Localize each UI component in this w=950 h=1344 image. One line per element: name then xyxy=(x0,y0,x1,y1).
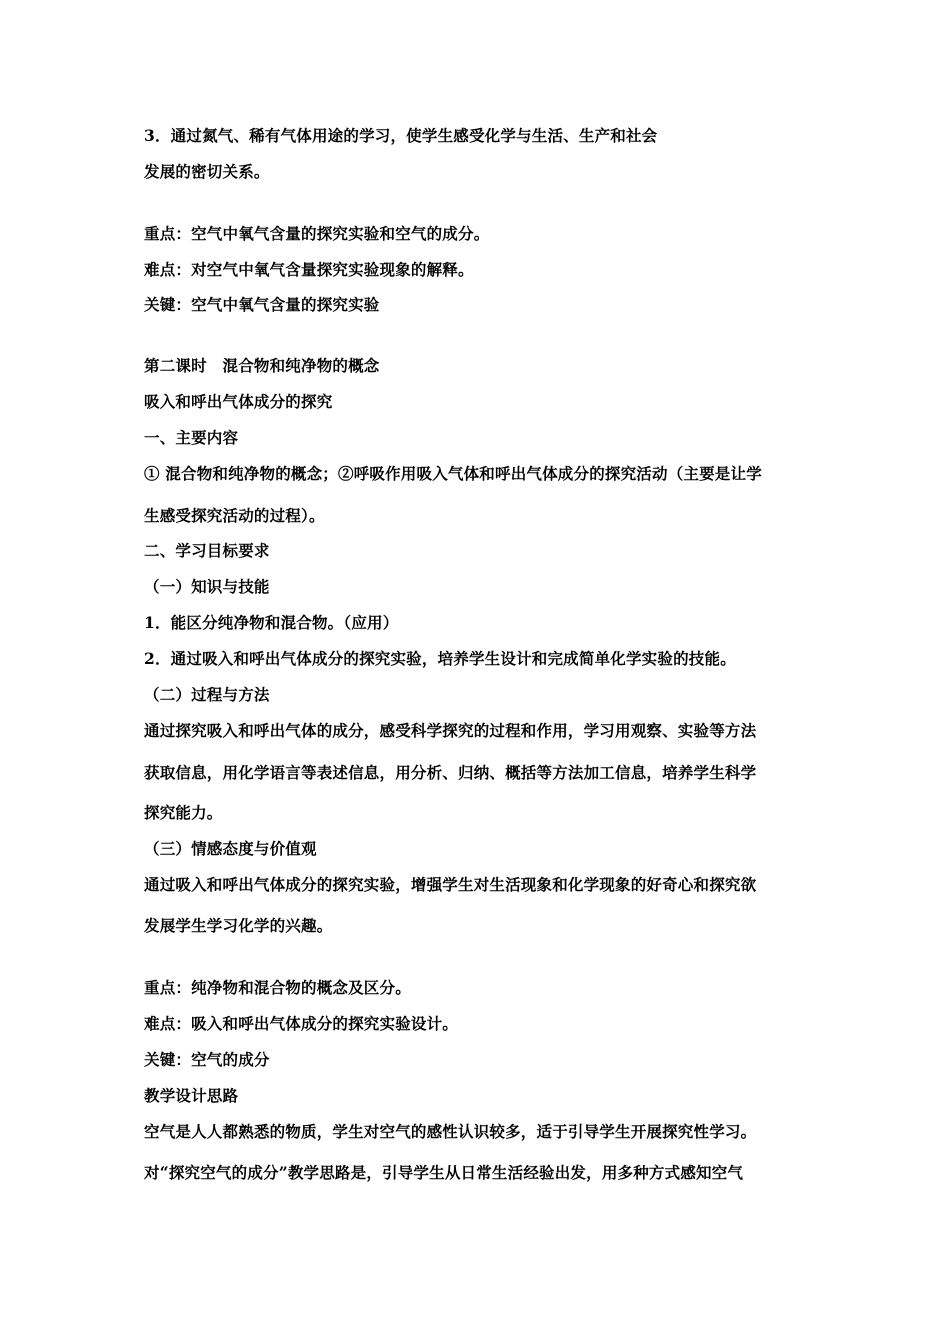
key-line-2: 关键：空气的成分 xyxy=(144,1050,270,1069)
subheading-knowledge: （一）知识与技能 xyxy=(144,577,270,596)
text-line-objective-1: 1．能区分纯净物和混合物。（应用） xyxy=(144,613,399,632)
section-heading-main-content: 一、主要内容 xyxy=(144,428,239,447)
subheading-process: （二）过程与方法 xyxy=(144,685,270,704)
text-line-objective-2: 2．通过吸入和呼出气体成分的探究实验，培养学生设计和完成简单化学实验的技能。 xyxy=(144,649,736,668)
text-line-process-3: 探究能力。 xyxy=(144,803,223,822)
key-point-line: 重点：空气中氧气含量的探究实验和空气的成分。 xyxy=(144,224,490,243)
section-heading-objectives: 二、学习目标要求 xyxy=(144,541,270,560)
difficulty-line-2: 难点：吸入和呼出气体成分的探究实验设计。 xyxy=(144,1014,459,1033)
text-line-2: 发展的密切关系。 xyxy=(144,162,270,181)
text-line-attitude-2: 发展学生学习化学的兴趣。 xyxy=(144,916,333,935)
text-line-attitude-1: 通过吸入和呼出气体成分的探究实验，增强学生对生活现象和化学现象的好奇心和探究欲 xyxy=(144,875,757,894)
text-line-design-1: 空气是人人都熟悉的物质，学生对空气的感性认识较多，适于引导学生开展探究性学习。 xyxy=(144,1122,757,1141)
text-line-main-content-2: 生感受探究活动的过程）。 xyxy=(144,506,325,525)
difficulty-line: 难点：对空气中氧气含量探究实验现象的解释。 xyxy=(144,260,474,279)
lesson-subtitle: 吸入和呼出气体成分的探究 xyxy=(144,392,333,411)
subheading-attitude: （三）情感态度与价值观 xyxy=(144,839,317,858)
text-line-process-2: 获取信息，用化学语言等表述信息，用分析、归纳、概括等方法加工信息，培养学生科学 xyxy=(144,763,757,782)
key-point-line-2: 重点：纯净物和混合物的概念及区分。 xyxy=(144,978,411,997)
text-line-1: 3．通过氮气、稀有气体用途的学习，使学生感受化学与生活、生产和社会 xyxy=(144,126,658,145)
lesson-title: 第二课时 混合物和纯净物的概念 xyxy=(144,356,380,375)
text-line-design-2: 对“探究空气的成分”教学思路是，引导学生从日常生活经验出发，用多种方式感知空气 xyxy=(144,1163,744,1182)
key-line: 关键：空气中氧气含量的探究实验 xyxy=(144,295,380,314)
section-heading-design: 教学设计思路 xyxy=(144,1086,239,1105)
text-line-process-1: 通过探究吸入和呼出气体的成分，感受科学探究的过程和作用，学习用观察、实验等方法 xyxy=(144,721,757,740)
text-line-main-content-1: ① 混合物和纯净物的概念；②呼吸作用吸入气体和呼出气体成分的探究活动（主要是让学 xyxy=(144,464,762,483)
